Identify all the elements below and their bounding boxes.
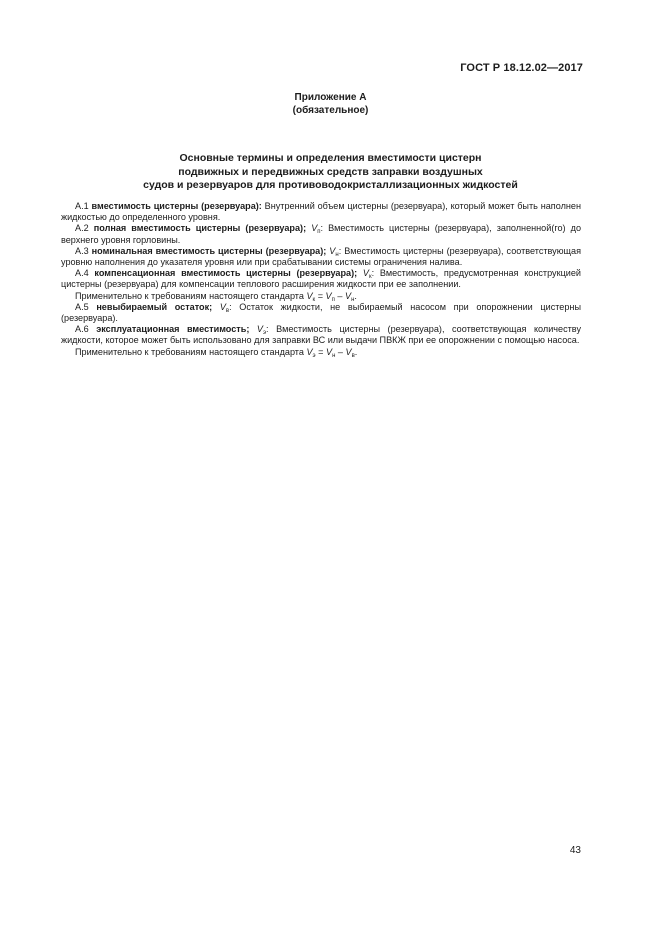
item-number: А.4 [75, 268, 89, 279]
definition-text: Внутренний объем цистерны (резервуара), который может быть наполнен жидкостью до определенного уровня. [61, 201, 581, 223]
section-title-line: подвижных и передвижных средств заправки воздушных [178, 165, 483, 178]
formula-sub: н [332, 352, 336, 359]
formula-var: V [306, 346, 313, 357]
item-number: А.2 [75, 223, 89, 234]
formula-prefix: Применительно к требованиям настоящего стандарта [75, 346, 304, 357]
symbol: V [362, 268, 369, 279]
symbol-subscript: н [335, 251, 339, 258]
symbol-subscript: в [225, 307, 230, 314]
annex-title: Приложение А [294, 92, 367, 103]
definition-text: : Вместимость цистерны (резервуара), заполненной(го) до верхнего уровня горловины. [61, 223, 581, 245]
definition-text: : Вместимость, предусмотренная конструкцией цистерны (резервуара) для компенсации теплового расширения жидкости при ее заполнении. [61, 268, 581, 290]
definition-paragraph [61, 324, 581, 346]
formula-var: V [306, 290, 313, 301]
term: номинальная вместимость цистерны (резервуара); [91, 245, 327, 256]
item-number: А.6 [75, 324, 89, 335]
section-title [120, 152, 541, 193]
symbol-subscript: к [368, 274, 372, 281]
term: вместимость цистерны (резервуара): [91, 201, 262, 211]
definition-paragraph [61, 302, 581, 324]
section-title-line: Основные термины и определения вместимости цистерн [179, 152, 482, 164]
formula-minus: – [335, 346, 346, 357]
annex-heading [0, 91, 661, 117]
term: невыбираемый остаток; [96, 301, 213, 312]
page-number: 43 [569, 845, 581, 856]
definition-paragraph [61, 268, 581, 290]
symbol-subscript: э [262, 330, 267, 337]
formula-var: V [345, 290, 352, 301]
item-number: А.5 [75, 301, 89, 312]
definition-paragraph [61, 201, 581, 223]
symbol: V [256, 324, 263, 335]
symbol: V [219, 301, 226, 312]
formula-sub: п [331, 296, 335, 303]
formula-var: V [345, 346, 352, 357]
formula-var: V [325, 346, 333, 357]
definitions-body [61, 201, 581, 358]
formula-paragraph [61, 291, 581, 302]
formula-sub: н [351, 296, 355, 303]
annex-status: (обязательное) [292, 105, 369, 116]
formula-eq: = [315, 290, 326, 301]
formula-end: . [354, 346, 358, 357]
definition-text: : Вместимость цистерны (резервуара), соответствующая уровню наполнения до указателя уровня или при срабатывании системы ограничения налива. [61, 245, 581, 268]
item-number: А.3 [75, 245, 89, 256]
definition-text: : Вместимость цистерны (резервуара), соответствующая количеству жидкости, которое может быть использовано для заправки ВС или выдачи ПВКЖ при ее опорожнении с помощью насоса. [61, 324, 581, 346]
item-number: А.1 [75, 201, 89, 211]
section-title-line: судов и резервуаров для противоводокристаллизационных жидкостей [143, 179, 518, 192]
formula-sub: э [312, 352, 316, 359]
definition-paragraph [61, 246, 581, 268]
symbol: V [311, 223, 318, 234]
standard-code: ГОСТ Р 18.12.02—2017 [460, 62, 583, 74]
term: эксплуатационная вместимость; [96, 324, 250, 335]
formula-prefix: Применительно к требованиям настоящего стандарта [75, 290, 304, 301]
symbol-subscript: п [317, 229, 321, 236]
formula-sub: в [351, 352, 355, 359]
symbol: V [329, 245, 336, 256]
formula-eq: = [315, 346, 326, 357]
formula-sub: к [312, 296, 316, 303]
formula-var: V [325, 290, 332, 301]
definition-paragraph [61, 223, 581, 245]
term: компенсационная вместимость цистерны (резервуара); [94, 268, 358, 279]
definition-text: : Остаток жидкости, не выбираемый насосом при опорожнении цистерны (резервуара). [61, 301, 581, 324]
formula-minus: – [334, 290, 345, 301]
formula-paragraph [61, 347, 581, 358]
term: полная вместимость цистерны (резервуара); [93, 223, 307, 234]
formula-end: . [354, 290, 357, 301]
